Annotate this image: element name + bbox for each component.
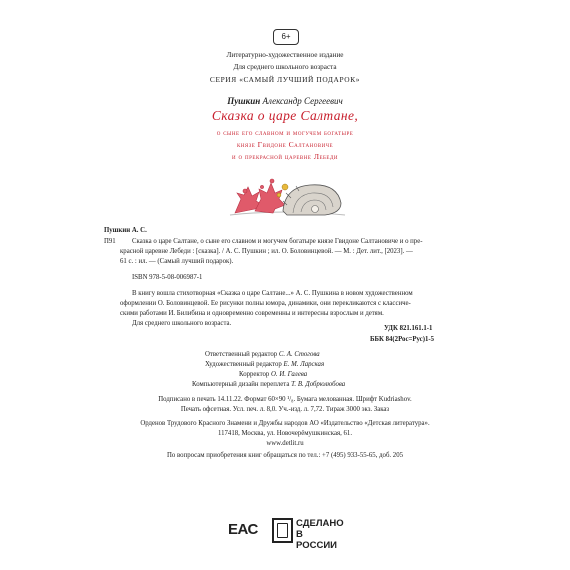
credit-editor-label: Ответственный редактор	[205, 351, 278, 358]
bbk-code: ББК 84(2Рос=Рус)1-5	[370, 336, 435, 343]
biblio-entry-2: красной царевне Лебеди : [сказка]. / А. С. Пушкин ; ил. О. Боловинцевой. — М. : Дет. лит., [2023]. —	[120, 248, 413, 255]
credit-art-editor-label: Художественный редактор	[205, 361, 282, 368]
credit-proofreader	[239, 370, 307, 379]
imprint-line-6: По вопросам приобретения книг обращаться по тел.: +7 (495) 933-55-65, доб. 205	[166, 452, 404, 459]
book-title: Сказка о царе Салтане,	[211, 108, 359, 123]
genre-line: Литературно-художественное издание	[226, 51, 344, 59]
subtitle-line-3: и о прекрасной царевне Лебеди	[232, 152, 338, 161]
made-in-russia-text-1: СДЕЛАНО	[296, 518, 344, 529]
subtitle-line-1: о сыне его славном и могучем богатыре	[216, 128, 354, 137]
biblio-author-heading: Пушкин А. С.	[104, 227, 147, 234]
biblio-code: П91	[104, 238, 116, 245]
credit-art-editor-name: Е. М. Ларская	[283, 361, 325, 368]
credit-designer-label: Компьютерный дизайн переплета	[192, 381, 290, 388]
audience-line: Для среднего школьного возраста	[233, 63, 337, 71]
credit-designer	[192, 380, 345, 389]
annotation-3: скими работами И. Билибина и одновременно современны и интересны взрослым и детям.	[120, 310, 384, 317]
imprint-website: www.detlit.ru	[266, 440, 304, 447]
made-in-russia-logo	[272, 517, 344, 551]
author-surname: Пушкин	[227, 96, 261, 106]
annotation-2: оформлении О. Боловинцевой. Ее рисунки полны юмора, динамики, они перекликаются с классиче-	[120, 300, 411, 307]
credit-designer-name: Т. В. Добрюлюбова	[291, 381, 346, 388]
credit-editor-name: С. А. Стогова	[278, 351, 320, 358]
udk-code: УДК 821.161.1-1	[384, 325, 433, 332]
made-in-russia-icon	[272, 518, 293, 543]
biblio-entry-1: Сказка о царе Салтане, о сыне его славном и могучем богатыре князе Гвидоне Салтановиче и о пре-	[132, 238, 423, 245]
annotation-4: Для среднего школьного возраста.	[132, 320, 232, 327]
series-line: СЕРИЯ «САМЫЙ ЛУЧШИЙ ПОДАРОК»	[209, 75, 361, 84]
credit-editor	[205, 350, 320, 359]
credit-proofreader-label: Корректор	[239, 371, 270, 378]
author-given: Александр Сергеевич	[262, 96, 343, 106]
imprint-line-4: 117418, Москва, ул. Новочерёмушкинская, 61.	[217, 430, 353, 437]
eac-mark-icon: ЕАС	[228, 521, 258, 538]
made-in-russia-text-2: В РОССИИ	[296, 529, 337, 551]
coral-shell-illustration	[215, 165, 355, 221]
seashell-icon	[283, 185, 341, 215]
annotation-1: В книгу вошла стихотворная «Сказка о царе Салтане...» А. С. Пушкина в новом художественном	[132, 290, 413, 297]
age-rating-badge: 6+	[273, 29, 299, 45]
credit-art-editor	[205, 360, 324, 369]
author-line	[0, 96, 570, 106]
subtitle-line-2: князе Гвидоне Салтановиче	[236, 140, 334, 149]
imprint-line-2: Печать офсетная. Усл. печ. л. 8,0. Уч.-изд. л. 7,72. Тираж 3000 экз. Заказ	[180, 406, 390, 413]
isbn: ISBN 978-5-08-006987-1	[132, 274, 203, 281]
imprint-line-3: Орденов Трудового Красного Знамени и Дружбы народов АО «Издательство «Детская литература».	[140, 420, 430, 427]
imprint-line-1: Подписано в печать 14.11.22. Формат 60×90 ¹/₈. Бумага мелованная. Шрифт Kudriashov.	[158, 396, 412, 403]
biblio-entry-3: 61 с. : ил. — (Самый лучший подарок).	[120, 258, 234, 265]
credit-proofreader-name: О. И. Галева	[271, 371, 308, 378]
